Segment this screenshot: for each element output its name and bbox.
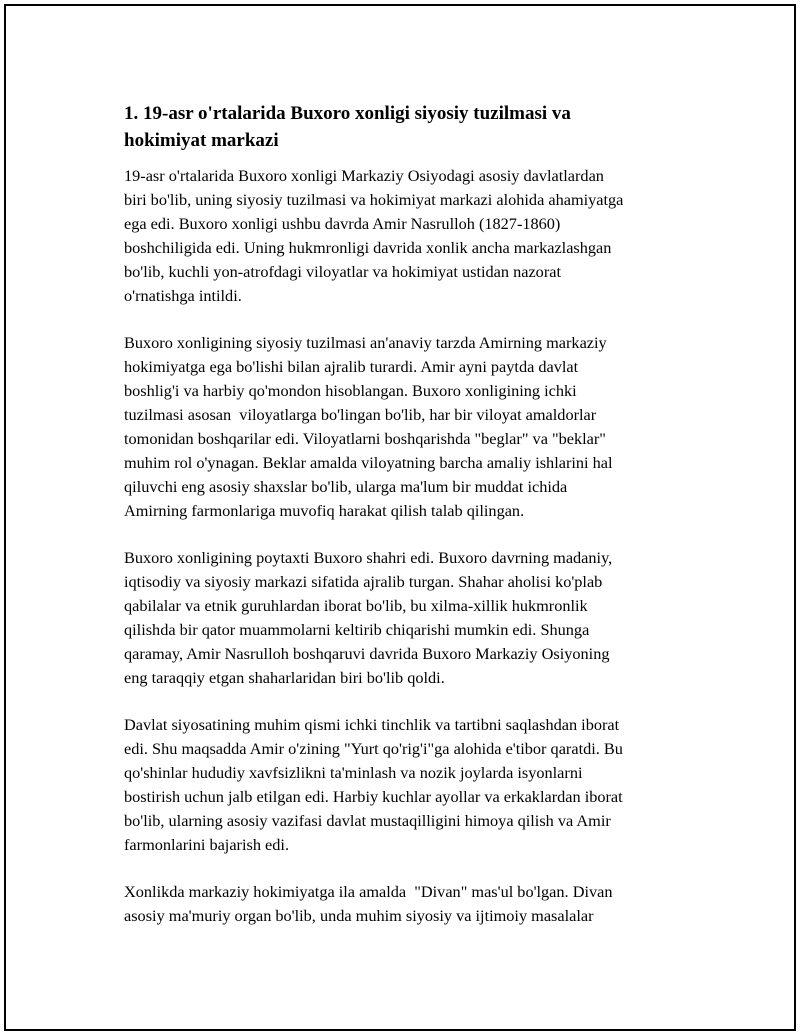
paragraph-5: Xonlikda markaziy hokimiyatga ila amalda "Divan" mas'ul bo'lgan. Divan asosiy ma'muriy organ bo'lib, unda muhim siyosiy va ijtimoiy masalalar [124,882,613,925]
document-body [118,100,698,951]
section-heading: 1. 19-asr o'rtalarida Buxoro xonligi siyosiy tuzilmasi va hokimiyat markazi [124,103,571,151]
paragraph-4: Davlat siyosatining muhim qismi ichki tinchlik va tartibni saqlashdan iborat edi. Shu maqsadda Amir o'zining "Yurt qo'rig'i"ga alohida e'tibor qaratdi. Bu qo'shinlar hududiy xavfsizlikni ta'minlash va nozik joylarda isyonlarni bostirish uchun jalb etilgan edi. Harbiy kuchlar ayollar va erkaklardan iborat bo'lib, ularning asosiy vazifasi davlat mustaqilligini himoya qilish va Amir farmonlarini bajarish edi. [124,715,623,854]
paragraph-3: Buxoro xonligining poytaxti Buxoro shahri edi. Buxoro davrning madaniy, iqtisodiy va siyosiy markazi sifatida ajralib turgan. Shahar aholisi ko'plab qabilalar va etnik guruhlardan iborat bo'lib, bu xilma-xillik hukmronlik qilishda bir qator muammolarni keltirib chiqarishi mumkin edi. Shunga qaramay, Amir Nasrulloh boshqaruvi davrida Buxoro Markaziy Osiyoning eng taraqqiy etgan shaharlaridan biri bo'lib qoldi. [124,548,613,687]
page-frame [4,4,796,1031]
paragraph-2: Buxoro xonligining siyosiy tuzilmasi an'anaviy tarzda Amirning markaziy hokimiyatga ega bo'lishi bilan ajralib turardi. Amir ayni paytda davlat boshlig'i va harbiy qo'mondon hisoblangan. Buxoro xonligining ichki tuzilmasi asosan viloyatlarga bo'lingan bo'lib, har bir viloyat amaldorlar tomonidan boshqarilar edi. Viloyatlarni boshqarishda "beglar" va "beklar" muhim rol o'ynagan. Beklar amalda viloyatning barcha amaliy ishlarini hal qiluvchi eng asosiy shaxslar bo'lib, ularga ma'lum bir muddat ichida Amirning farmonlariga muvofiq harakat qilish talab qilingan. [124,333,613,520]
paragraph-1: 19-asr o'rtalarida Buxoro xonligi Markaziy Osiyodagi asosiy davlatlardan biri bo'lib, uning siyosiy tuzilmasi va hokimiyat markazi alohida ahamiyatga ega edi. Buxoro xonligi ushbu davrda Amir Nasrulloh (1827-1860) boshchiligida edi. Uning hukmronligi davrida xonlik ancha markazlashgan bo'lib, kuchli yon-atrofdagi viloyatlar va hokimiyat ustidan nazorat o'rnatishga intildi. [124,166,624,305]
